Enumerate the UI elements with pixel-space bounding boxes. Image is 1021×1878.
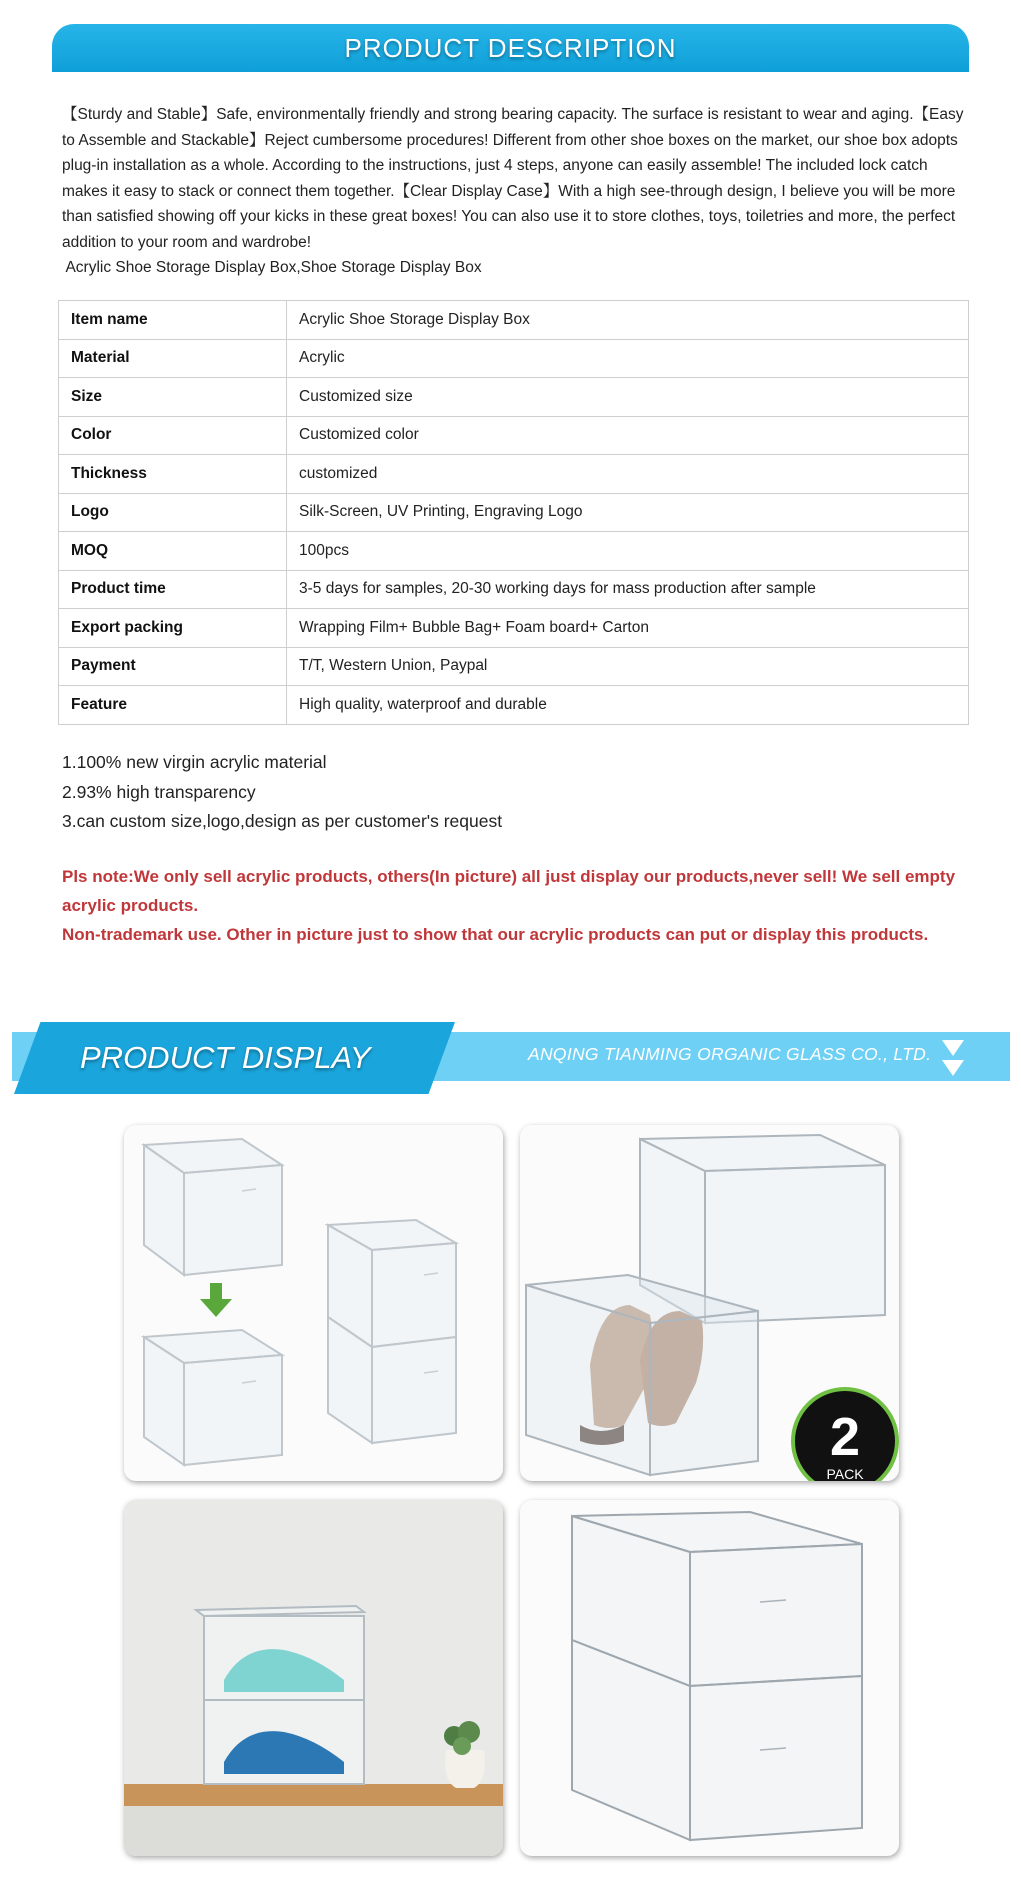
spec-value: customized [287, 455, 969, 494]
spec-value: Silk-Screen, UV Printing, Engraving Logo [287, 493, 969, 532]
product-display-title: PRODUCT DISPLAY [80, 1040, 371, 1075]
spec-key: Feature [59, 686, 287, 725]
spec-key: Product time [59, 570, 287, 609]
product-photo-stacking [124, 1125, 503, 1481]
spec-key: Export packing [59, 609, 287, 648]
spec-key: Payment [59, 647, 287, 686]
list-item: 3.can custom size,logo,design as per customer's request [62, 811, 503, 831]
spec-value: T/T, Western Union, Paypal [287, 647, 969, 686]
product-photo-shelf [124, 1500, 503, 1856]
table-row [59, 686, 969, 725]
spec-value: 100pcs [287, 532, 969, 571]
spec-value: 3-5 days for samples, 20-30 working days for mass production after sample [287, 570, 969, 609]
table-row [59, 532, 969, 571]
table-row [59, 570, 969, 609]
pack-number: 2 [829, 1407, 861, 1467]
table-row [59, 455, 969, 494]
arrow-down-icon [200, 1283, 232, 1317]
product-description-title: PRODUCT DESCRIPTION [344, 32, 677, 63]
intro-paragraph: 【Sturdy and Stable】Safe, environmentally friendly and strong bearing capacity. The surface is resistant to wear and aging.【Easy to Assemble and Stackable】Reject cumbersome procedures! Different from other shoe boxes on the market, our shoe box adopts plug-in installation as a whole. According to the instructions, just 4 steps, anyone can easily assemble! The included lock catch makes it easy to stack or connect them together.【Clear Display Case】With a high see-through design, I believe you will be more than satisfied showing off your kicks in these great boxes! You can also use it to store clothes, toys, toiletries and more, the perfect addition to your room and wardrobe! [62, 106, 964, 251]
list-item: 1.100% new virgin acrylic material [62, 752, 327, 772]
spec-key: Thickness [59, 455, 287, 494]
intro-subtitle: Acrylic Shoe Storage Display Box,Shoe Storage Display Box [62, 259, 482, 276]
spec-value: Customized color [287, 416, 969, 455]
product-description-banner [52, 24, 969, 72]
table-row [59, 416, 969, 455]
notice-line-2: Non-trademark use. Other in picture just to show that our acrylic products can put or display this products. [62, 925, 929, 944]
spec-value: Customized size [287, 378, 969, 417]
feature-list [62, 748, 502, 837]
spec-value: Wrapping Film+ Bubble Bag+ Foam board+ Carton [287, 609, 969, 648]
spec-value: Acrylic [287, 339, 969, 378]
table-row [59, 301, 969, 340]
product-photo-empty-stack [520, 1500, 899, 1856]
notice-line-1: Pls note:We only sell acrylic products, others(In picture) all just display our products,never sell! We sell empty acrylic products. [62, 867, 956, 915]
table-row [59, 493, 969, 532]
spec-key: Color [59, 416, 287, 455]
company-name: ANQING TIANMING ORGANIC GLASS CO., LTD. [528, 1044, 932, 1064]
table-row [59, 647, 969, 686]
spec-key: Logo [59, 493, 287, 532]
table-row [59, 609, 969, 648]
notice-text [62, 862, 967, 949]
table-row [59, 378, 969, 417]
intro-text [62, 102, 967, 281]
table-row [59, 339, 969, 378]
pack-label: PACK [826, 1466, 864, 1481]
list-item: 2.93% high transparency [62, 781, 256, 802]
spec-value: High quality, waterproof and durable [287, 686, 969, 725]
spec-value: Acrylic Shoe Storage Display Box [287, 301, 969, 340]
spec-key: Item name [59, 301, 287, 340]
spec-key: MOQ [59, 532, 287, 571]
spec-key: Size [59, 378, 287, 417]
spec-key: Material [59, 339, 287, 378]
spec-table [58, 300, 969, 725]
product-photo-two-pack [520, 1125, 899, 1481]
double-chevron-down-icon [940, 1038, 966, 1080]
